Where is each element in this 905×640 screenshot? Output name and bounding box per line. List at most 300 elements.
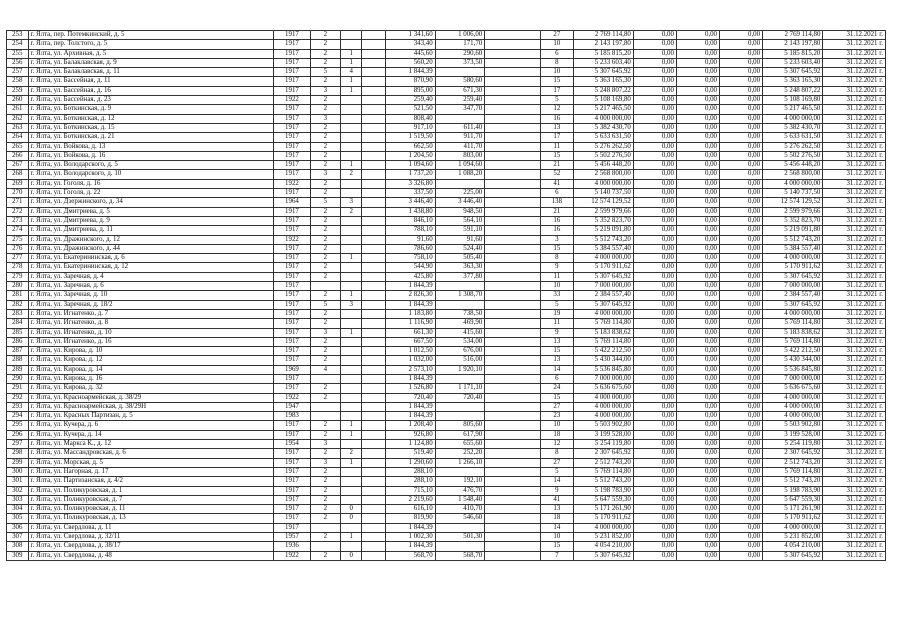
table-row	[7, 291, 886, 300]
blank-cell-cell	[485, 356, 541, 365]
residents-cell: 27	[541, 31, 573, 40]
address-cell: г. Ялта, ул. Дмитриева, д. 9	[28, 216, 274, 225]
total-cost-cell: 5 456 448,20	[573, 161, 633, 170]
row-number-cell: 269	[7, 179, 29, 188]
owner-funds-cell: 5 503 902,80	[763, 421, 823, 430]
budget-regional-cell: 0,00	[676, 207, 719, 216]
budget-regional-cell: 0,00	[676, 254, 719, 263]
total-area-cell: 1 116,90	[386, 319, 436, 328]
total-cost-cell: 5 307 645,92	[573, 68, 633, 77]
deadline-cell: 31.12.2021 г.	[823, 68, 886, 77]
total-cost-cell: 4 000 000,00	[573, 393, 633, 402]
entrances-cell	[340, 467, 362, 476]
blank-cell-cell	[485, 133, 541, 142]
deadline-cell: 31.12.2021 г.	[823, 319, 886, 328]
budget-regional-cell: 0,00	[676, 31, 719, 40]
year-built-cell: 1917	[274, 244, 311, 253]
address-cell: г. Ялта, ул. Массандровская, д. 6	[28, 449, 274, 458]
table-row	[7, 226, 886, 235]
table-row	[7, 161, 886, 170]
floors-cell: 2	[310, 40, 340, 49]
blank-cell-cell	[362, 170, 386, 179]
address-cell: г. Ялта, ул. Свердлова, д. 11	[28, 523, 274, 532]
year-built-cell: 1917	[274, 374, 311, 383]
row-number-cell: 302	[7, 486, 29, 495]
floors-cell: 2	[310, 319, 340, 328]
residents-cell: 14	[541, 477, 573, 486]
living-area-cell	[435, 412, 485, 421]
living-area-cell: 720,40	[435, 393, 485, 402]
row-number-cell: 263	[7, 123, 29, 132]
floors-cell: 2	[310, 161, 340, 170]
residents-cell: 9	[541, 486, 573, 495]
address-cell: г. Ялта, ул. Свердлова, д. 48	[28, 551, 274, 560]
owner-funds-cell: 4 000 000,00	[763, 412, 823, 421]
address-cell: г. Ялта, ул. Красноармейская, д. 38/29Н	[28, 402, 274, 411]
budget-local-cell: 0,00	[720, 542, 763, 551]
row-number-cell: 254	[7, 40, 29, 49]
total-area-cell: 1 844,39	[386, 523, 436, 532]
total-area-cell: 343,40	[386, 40, 436, 49]
blank-cell-cell	[485, 263, 541, 272]
budget-local-cell: 0,00	[720, 123, 763, 132]
row-number-cell: 288	[7, 356, 29, 365]
deadline-cell: 31.12.2021 г.	[823, 263, 886, 272]
blank-cell-cell	[485, 328, 541, 337]
blank-cell-cell	[485, 542, 541, 551]
deadline-cell: 31.12.2021 г.	[823, 486, 886, 495]
address-cell: г. Ялта, ул. Боткинская, д. 12	[28, 114, 274, 123]
budget-federal-cell: 0,00	[633, 179, 676, 188]
residents-cell: 5	[541, 300, 573, 309]
blank-cell-cell	[485, 198, 541, 207]
living-area-cell: 1 920,10	[435, 365, 485, 374]
floors-cell: 2	[310, 347, 340, 356]
row-number-cell: 256	[7, 58, 29, 67]
deadline-cell: 31.12.2021 г.	[823, 244, 886, 253]
blank-cell-cell	[485, 151, 541, 160]
blank-cell-cell	[485, 282, 541, 291]
floors-cell: 2	[310, 486, 340, 495]
blank-cell-cell	[362, 96, 386, 105]
owner-funds-cell: 5 769 114,80	[763, 319, 823, 328]
budget-federal-cell: 0,00	[633, 198, 676, 207]
living-area-cell: 1 171,10	[435, 384, 485, 393]
living-area-cell: 655,60	[435, 440, 485, 449]
blank-cell-cell	[485, 114, 541, 123]
blank-cell-cell	[485, 226, 541, 235]
row-number-cell: 298	[7, 449, 29, 458]
entrances-cell: 2	[340, 170, 362, 179]
blank-cell-cell	[362, 179, 386, 188]
total-cost-cell: 7 000 000,00	[573, 282, 633, 291]
owner-funds-cell: 2 307 645,92	[763, 449, 823, 458]
blank-cell-cell	[485, 58, 541, 67]
blank-cell-cell	[362, 77, 386, 86]
floors-cell	[310, 374, 340, 383]
deadline-cell: 31.12.2021 г.	[823, 170, 886, 179]
blank-cell-cell	[362, 486, 386, 495]
budget-federal-cell: 0,00	[633, 161, 676, 170]
living-area-cell: 225,00	[435, 189, 485, 198]
total-area-cell: 3 446,40	[386, 198, 436, 207]
total-cost-cell: 2 143 197,80	[573, 40, 633, 49]
owner-funds-cell: 5 248 807,22	[763, 86, 823, 95]
living-area-cell	[435, 374, 485, 383]
floors-cell: 2	[310, 216, 340, 225]
blank-cell-cell	[362, 551, 386, 560]
residents-cell: 14	[541, 523, 573, 532]
total-area-cell: 917,10	[386, 123, 436, 132]
residents-cell: 18	[541, 430, 573, 439]
budget-federal-cell: 0,00	[633, 309, 676, 318]
address-cell: г. Ялта, ул. Красноармейская, д. 38/29	[28, 393, 274, 402]
total-cost-cell: 5 512 743,20	[573, 477, 633, 486]
entrances-cell: 0	[340, 551, 362, 560]
deadline-cell: 31.12.2021 г.	[823, 533, 886, 542]
owner-funds-cell: 5 219 091,80	[763, 226, 823, 235]
blank-cell-cell	[362, 440, 386, 449]
owner-funds-cell: 5 769 114,80	[763, 467, 823, 476]
budget-local-cell: 0,00	[720, 505, 763, 514]
floors-cell: 2	[310, 254, 340, 263]
total-area-cell: 758,10	[386, 254, 436, 263]
budget-federal-cell: 0,00	[633, 282, 676, 291]
owner-funds-cell: 5 276 262,50	[763, 142, 823, 151]
table-row	[7, 319, 886, 328]
deadline-cell: 31.12.2021 г.	[823, 142, 886, 151]
entrances-cell	[340, 272, 362, 281]
entrances-cell	[340, 477, 362, 486]
blank-cell-cell	[362, 384, 386, 393]
budget-federal-cell: 0,00	[633, 495, 676, 504]
table-row	[7, 523, 886, 532]
total-cost-cell: 2 769 114,80	[573, 31, 633, 40]
total-cost-cell: 5 502 276,50	[573, 151, 633, 160]
floors-cell: 2	[310, 123, 340, 132]
total-area-cell: 259,40	[386, 96, 436, 105]
table-row	[7, 402, 886, 411]
entrances-cell	[340, 235, 362, 244]
budget-local-cell: 0,00	[720, 523, 763, 532]
blank-cell-cell	[485, 31, 541, 40]
living-area-cell: 290,60	[435, 49, 485, 58]
blank-cell-cell	[485, 440, 541, 449]
owner-funds-cell: 4 000 000,00	[763, 179, 823, 188]
address-cell: г. Ялта, ул. Партизанская, д. 4/2	[28, 477, 274, 486]
total-area-cell: 1 204,50	[386, 151, 436, 160]
floors-cell: 2	[310, 105, 340, 114]
living-area-cell: 415,60	[435, 328, 485, 337]
blank-cell-cell	[362, 142, 386, 151]
budget-local-cell: 0,00	[720, 440, 763, 449]
blank-cell-cell	[485, 458, 541, 467]
living-area-cell: 377,80	[435, 272, 485, 281]
deadline-cell: 31.12.2021 г.	[823, 133, 886, 142]
deadline-cell: 31.12.2021 г.	[823, 402, 886, 411]
residents-cell: 15	[541, 151, 573, 160]
deadline-cell: 31.12.2021 г.	[823, 523, 886, 532]
budget-regional-cell: 0,00	[676, 77, 719, 86]
budget-local-cell: 0,00	[720, 551, 763, 560]
residents-cell: 10	[541, 533, 573, 542]
budget-local-cell: 0,00	[720, 291, 763, 300]
total-cost-cell: 5 183 838,62	[573, 328, 633, 337]
blank-cell-cell	[485, 207, 541, 216]
entrances-cell: 1	[340, 86, 362, 95]
budget-local-cell: 0,00	[720, 170, 763, 179]
blank-cell-cell	[485, 477, 541, 486]
total-cost-cell: 5 363 165,30	[573, 77, 633, 86]
row-number-cell: 294	[7, 412, 29, 421]
address-cell: г. Ялта, ул. Балаклавская, д. 9	[28, 58, 274, 67]
residents-cell: 23	[541, 412, 573, 421]
budget-regional-cell: 0,00	[676, 393, 719, 402]
blank-cell-cell	[362, 337, 386, 346]
address-cell: г. Ялта, ул. Заречная, д. 10	[28, 291, 274, 300]
living-area-cell: 516,00	[435, 356, 485, 365]
address-cell: г. Ялта, ул. Морская, д. 5	[28, 458, 274, 467]
owner-funds-cell: 5 307 645,92	[763, 300, 823, 309]
total-area-cell: 1 844,39	[386, 374, 436, 383]
year-built-cell: 1917	[274, 123, 311, 132]
owner-funds-cell: 2 512 743,20	[763, 458, 823, 467]
owner-funds-cell: 5 254 119,80	[763, 440, 823, 449]
row-number-cell: 265	[7, 142, 29, 151]
residents-cell: 13	[541, 123, 573, 132]
year-built-cell: 1917	[274, 477, 311, 486]
blank-cell-cell	[362, 291, 386, 300]
total-area-cell: 288,10	[386, 467, 436, 476]
entrances-cell: 2	[340, 207, 362, 216]
table-row	[7, 542, 886, 551]
total-area-cell: 819,90	[386, 514, 436, 523]
blank-cell-cell	[485, 254, 541, 263]
year-built-cell: 1917	[274, 40, 311, 49]
budget-federal-cell: 0,00	[633, 514, 676, 523]
total-area-cell: 2 219,60	[386, 495, 436, 504]
residents-cell: 11	[541, 319, 573, 328]
floors-cell: 2	[310, 244, 340, 253]
residents-cell: 6	[541, 189, 573, 198]
table-row	[7, 551, 886, 560]
total-area-cell: 1 341,60	[386, 31, 436, 40]
living-area-cell	[435, 402, 485, 411]
living-area-cell	[435, 542, 485, 551]
table-row	[7, 421, 886, 430]
table-row	[7, 31, 886, 40]
deadline-cell: 31.12.2021 г.	[823, 216, 886, 225]
address-cell: г. Ялта, ул. Кирова, д. 12	[28, 356, 274, 365]
blank-cell-cell	[362, 31, 386, 40]
entrances-cell: 1	[340, 328, 362, 337]
floors-cell: 2	[310, 449, 340, 458]
floors-cell: 3	[310, 170, 340, 179]
address-cell: г. Ялта, ул. Красных Партизан, д. 5	[28, 412, 274, 421]
budget-local-cell: 0,00	[720, 412, 763, 421]
table-row	[7, 96, 886, 105]
row-number-cell: 277	[7, 254, 29, 263]
residents-cell: 138	[541, 198, 573, 207]
blank-cell-cell	[362, 347, 386, 356]
living-area-cell	[435, 523, 485, 532]
budget-regional-cell: 0,00	[676, 49, 719, 58]
address-cell: г. Ялта, ул. Свердлова, д. 38/17	[28, 542, 274, 551]
blank-cell-cell	[362, 467, 386, 476]
table-row	[7, 300, 886, 309]
row-number-cell: 291	[7, 384, 29, 393]
year-built-cell: 1917	[274, 309, 311, 318]
residents-cell: 21	[541, 161, 573, 170]
budget-local-cell: 0,00	[720, 374, 763, 383]
entrances-cell: 3	[340, 198, 362, 207]
living-area-cell: 1 266,10	[435, 458, 485, 467]
blank-cell-cell	[485, 96, 541, 105]
owner-funds-cell: 5 198 783,90	[763, 486, 823, 495]
year-built-cell: 1917	[274, 486, 311, 495]
address-cell: г. Ялта, ул. Дмитриева, д. 5	[28, 207, 274, 216]
address-cell: г. Ялта, ул. Дмитриева, д. 11	[28, 226, 274, 235]
deadline-cell: 31.12.2021 г.	[823, 309, 886, 318]
entrances-cell	[340, 96, 362, 105]
owner-funds-cell: 5 231 852,00	[763, 533, 823, 542]
total-cost-cell: 2 384 557,40	[573, 291, 633, 300]
living-area-cell: 192,10	[435, 477, 485, 486]
owner-funds-cell: 5 140 737,50	[763, 189, 823, 198]
blank-cell-cell	[485, 77, 541, 86]
year-built-cell: 1917	[274, 272, 311, 281]
total-cost-cell: 5 198 783,90	[573, 486, 633, 495]
address-cell: г. Ялта, ул. Нагорная, д. 17	[28, 467, 274, 476]
blank-cell-cell	[485, 551, 541, 560]
floors-cell: 2	[310, 551, 340, 560]
blank-cell-cell	[362, 430, 386, 439]
table-row	[7, 477, 886, 486]
row-number-cell: 284	[7, 319, 29, 328]
owner-funds-cell: 5 233 603,40	[763, 58, 823, 67]
budget-federal-cell: 0,00	[633, 226, 676, 235]
budget-federal-cell: 0,00	[633, 272, 676, 281]
total-area-cell: 1 844,39	[386, 542, 436, 551]
table-row	[7, 216, 886, 225]
address-cell: г. Ялта, ул. Володарского, д. 5	[28, 161, 274, 170]
total-cost-cell: 5 307 645,92	[573, 551, 633, 560]
deadline-cell: 31.12.2021 г.	[823, 189, 886, 198]
table-row	[7, 337, 886, 346]
budget-federal-cell: 0,00	[633, 523, 676, 532]
total-cost-cell: 5 647 559,30	[573, 495, 633, 504]
budget-regional-cell: 0,00	[676, 402, 719, 411]
budget-local-cell: 0,00	[720, 356, 763, 365]
budget-federal-cell: 0,00	[633, 207, 676, 216]
year-built-cell: 1917	[274, 86, 311, 95]
budget-local-cell: 0,00	[720, 421, 763, 430]
table-row	[7, 430, 886, 439]
budget-federal-cell: 0,00	[633, 40, 676, 49]
residents-cell: 15	[541, 77, 573, 86]
floors-cell: 2	[310, 226, 340, 235]
row-number-cell: 272	[7, 207, 29, 216]
floors-cell: 2	[310, 272, 340, 281]
table-row	[7, 328, 886, 337]
total-cost-cell: 5 352 823,70	[573, 216, 633, 225]
total-area-cell: 1 844,39	[386, 282, 436, 291]
year-built-cell: 1917	[274, 319, 311, 328]
budget-regional-cell: 0,00	[676, 300, 719, 309]
deadline-cell: 31.12.2021 г.	[823, 58, 886, 67]
blank-cell-cell	[485, 430, 541, 439]
budget-regional-cell: 0,00	[676, 523, 719, 532]
budget-local-cell: 0,00	[720, 133, 763, 142]
table-row	[7, 142, 886, 151]
budget-federal-cell: 0,00	[633, 319, 676, 328]
budget-regional-cell: 0,00	[676, 542, 719, 551]
owner-funds-cell: 5 185 815,20	[763, 49, 823, 58]
total-area-cell: 662,50	[386, 142, 436, 151]
entrances-cell: 0	[340, 514, 362, 523]
deadline-cell: 31.12.2021 г.	[823, 226, 886, 235]
blank-cell-cell	[362, 86, 386, 95]
owner-funds-cell: 5 636 675,60	[763, 384, 823, 393]
owner-funds-cell: 5 633 631,50	[763, 133, 823, 142]
table-row	[7, 309, 886, 318]
owner-funds-cell: 5 536 845,80	[763, 365, 823, 374]
year-built-cell: 1969	[274, 365, 311, 374]
budget-local-cell: 0,00	[720, 198, 763, 207]
residents-cell: 18	[541, 514, 573, 523]
owner-funds-cell: 7 000 000,00	[763, 282, 823, 291]
living-area-cell: 91,60	[435, 235, 485, 244]
row-number-cell: 270	[7, 189, 29, 198]
blank-cell-cell	[485, 514, 541, 523]
blank-cell-cell	[362, 458, 386, 467]
living-area-cell: 617,90	[435, 430, 485, 439]
budget-local-cell: 0,00	[720, 235, 763, 244]
budget-local-cell: 0,00	[720, 207, 763, 216]
budget-federal-cell: 0,00	[633, 430, 676, 439]
year-built-cell: 1922	[274, 393, 311, 402]
residents-cell: 27	[541, 402, 573, 411]
total-cost-cell: 4 000 000,00	[573, 179, 633, 188]
total-cost-cell: 7 000 000,00	[573, 374, 633, 383]
floors-cell: 2	[310, 337, 340, 346]
entrances-cell	[340, 486, 362, 495]
address-cell: г. Ялта, ул. Кучера, д. 14	[28, 430, 274, 439]
budget-regional-cell: 0,00	[676, 449, 719, 458]
year-built-cell: 1917	[274, 207, 311, 216]
living-area-cell: 671,30	[435, 86, 485, 95]
total-area-cell: 667,50	[386, 337, 436, 346]
budget-local-cell: 0,00	[720, 114, 763, 123]
owner-funds-cell: 2 384 557,40	[763, 291, 823, 300]
address-cell: г. Ялта, ул. Кирова, д. 16	[28, 374, 274, 383]
entrances-cell	[340, 347, 362, 356]
owner-funds-cell: 5 422 212,50	[763, 347, 823, 356]
living-area-cell: 676,00	[435, 347, 485, 356]
owner-funds-cell: 4 000 000,00	[763, 114, 823, 123]
blank-cell-cell	[485, 309, 541, 318]
entrances-cell: 1	[340, 291, 362, 300]
blank-cell-cell	[485, 179, 541, 188]
year-built-cell: 1917	[274, 263, 311, 272]
budget-federal-cell: 0,00	[633, 96, 676, 105]
year-built-cell: 1917	[274, 77, 311, 86]
row-number-cell: 293	[7, 402, 29, 411]
entrances-cell	[340, 133, 362, 142]
total-area-cell: 870,90	[386, 77, 436, 86]
blank-cell-cell	[362, 393, 386, 402]
total-area-cell: 2 826,30	[386, 291, 436, 300]
